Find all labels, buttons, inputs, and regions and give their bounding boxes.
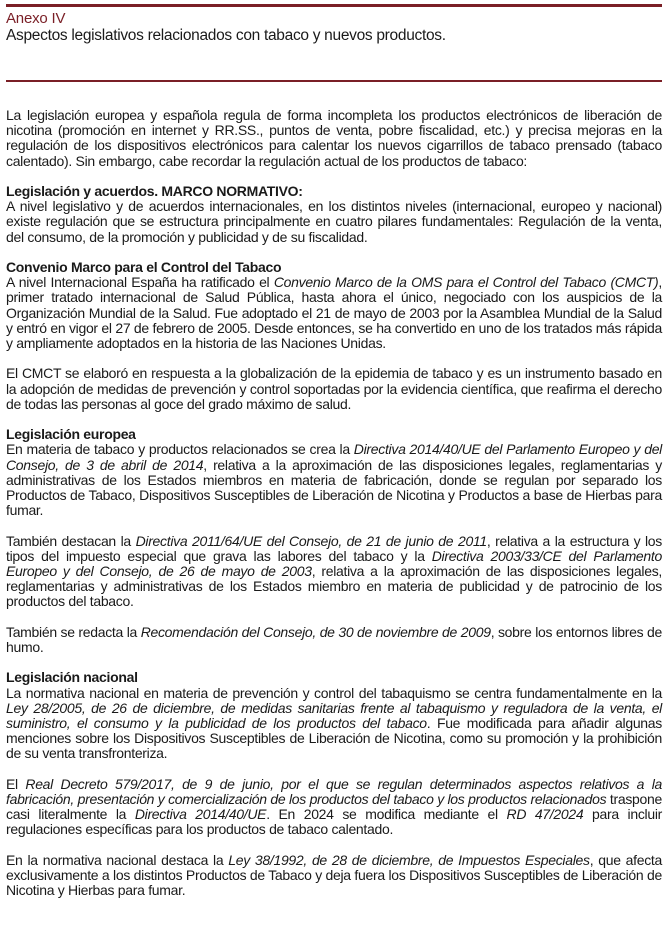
paragraph: En la normativa nacional destaca la Ley 38/1992, de 28 de diciembre, de Impuestos Especiales, que afecta exclusivamente a los distintos Productos de Tabaco y deja fuera los Dispositivos Susceptibles de Liberación de Nicotina y Hierbas para fumar. <box>6 851 662 899</box>
section-heading-marco: Legislación y acuerdos. MARCO NORMATIVO: <box>6 183 303 199</box>
paragraph: A nivel Internacional España ha ratificado el Convenio Marco de la OMS para el Control del Tabaco (CMCT), primer tratado internacional de Salud Pública, hasta ahora el único, negociado con los auspicios de la Organización Mundial de la Salud. Fue adoptado el 21 de mayo de 2003 por la Asamblea Mundial de la Salud y entró en vigor el 27 de febrero de 2005. Desde entonces, se ha convertido en uno de los tratados más rápida y ampliamente adoptados en la historia de las Naciones Unidas. <box>6 274 662 352</box>
header-rule <box>6 80 662 82</box>
citation: Recomendación del Consejo, de 30 de noviembre de 2009 <box>140 623 491 640</box>
section-heading-europea: Legislación europea <box>6 426 136 443</box>
paragraph: En materia de tabaco y productos relacionados se crea la Directiva 2014/40/UE del Parlamento Europeo y del Consejo, de 3 de abril de 2014, relativa a la aproximación de las disposiciones legales, reglamentarias y administrativas de los Estados miembros en materia de fabricación, donde se regulan por separado los Productos de Tabaco, Dispositivos Susceptibles de Liberación de Nicotina y Productos a base de Hierbas para fumar. <box>6 441 663 519</box>
header <box>6 10 662 45</box>
annex-label: Anexo IV <box>6 10 66 27</box>
citation: Directiva 2011/64/UE del Consejo, de 21 de junio de 2011 <box>135 532 487 549</box>
citation: Directiva 2014/40/UE <box>134 806 267 823</box>
citation: Directiva 2003/33/CE del Parlamento Europeo y del Consejo, de 26 de mayo de 2003 <box>6 547 662 580</box>
body-text <box>6 108 662 914</box>
paragraph: También se redacta la Recomendación del Consejo, de 30 de noviembre de 2009, sobre los entornos libres de humo. <box>6 623 662 656</box>
citation: RD 47/2024 <box>506 806 584 823</box>
section-heading-nacional: Legislación nacional <box>6 669 138 686</box>
intro-paragraph: La legislación europea y española regula de forma incompleta los productos electrónicos de liberación de nicotina (promoción en internet y RR.SS., puntos de venta, pobre fiscalidad, etc.) y precisa mejoras en la regulación de los dispositivos electrónicos para calentar los nuevos cigarrillos de tabaco prensado (tabaco calentado). Sin embargo, cabe recordar la regulación actual de los productos de tabaco: <box>6 107 662 169</box>
citation: Ley 38/1992, de 28 de diciembre, de Impuestos Especiales <box>228 851 590 868</box>
paragraph: El CMCT se elaboró en respuesta a la globalización de la epidemia de tabaco y es un instrumento basado en la adopción de medidas de prevención y control soportadas por la evidencia científica, que reafirma el derecho de todas las personas al goce del grado máximo de salud. <box>6 365 662 412</box>
paragraph: También destacan la Directiva 2011/64/UE del Consejo, de 21 de junio de 2011, relativa a la estructura y los tipos del impuesto especial que grava las labores del tabaco y la Directiva 2003/33/CE del Parlamento Europeo y del Consejo, de 26 de mayo de 2003, relativa a la aproximación de las disposiciones legales, reglamentarias y administrativas de los Estados miembro en materia de publicidad y de patrocinio de los productos del tabaco. <box>6 532 662 610</box>
page-title: Aspectos legislativos relacionados con tabaco y nuevos productos. <box>6 27 446 44</box>
citation: Real Decreto 579/2017, de 9 de junio, por el que se regulan determinados aspectos relativos a la fabricación, presentación y comercialización de los productos del tabaco y los productos relacionados <box>6 775 662 808</box>
citation: Ley 28/2005, de 26 de diciembre, de medidas sanitarias frente al tabaquismo y reguladora de la venta, el suministro, el consumo y la publicidad de los productos del tabaco <box>6 699 662 732</box>
paragraph: El Real Decreto 579/2017, de 9 de junio, por el que se regulan determinados aspectos relativos a la fabricación, presentación y comercialización de los productos del tabaco y los productos relacionados traspone casi literalmente la Directiva 2014/40/UE. En 2024 se modifica mediante el RD 47/2024 para incluir regulaciones específicas para los productos de tabaco calentado. <box>6 775 663 838</box>
paragraph: A nivel legislativo y de acuerdos internacionales, en los distintos niveles (internacional, europeo y nacional) existe regulación que se estructura principalmente en cuatro pilares fundamentales: Regulación de la venta, del consumo, de la promoción y publicidad y de su fiscalidad. <box>6 198 662 245</box>
top-rule <box>6 4 662 7</box>
paragraph: La normativa nacional en materia de prevención y control del tabaquismo se centra fundamentalmente en la Ley 28/2005, de 26 de diciembre, de medidas sanitarias frente al tabaquismo y reguladora de la venta, el suministro, el consumo y la publicidad de los productos del tabaco. Fue modificada para añadir algunas menciones sobre los Dispositivos Susceptibles de Liberación de Nicotina, como su promoción y la prohibición de su venta transfronteriza. <box>6 684 662 762</box>
citation: Directiva 2014/40/UE del Parlamento Europeo y del Consejo, de 3 de abril de 2014 <box>6 441 662 473</box>
citation: Convenio Marco de la OMS para el Control del Tabaco (CMCT) <box>273 274 659 291</box>
section-heading-convenio: Convenio Marco para el Control del Tabaco <box>6 259 282 275</box>
